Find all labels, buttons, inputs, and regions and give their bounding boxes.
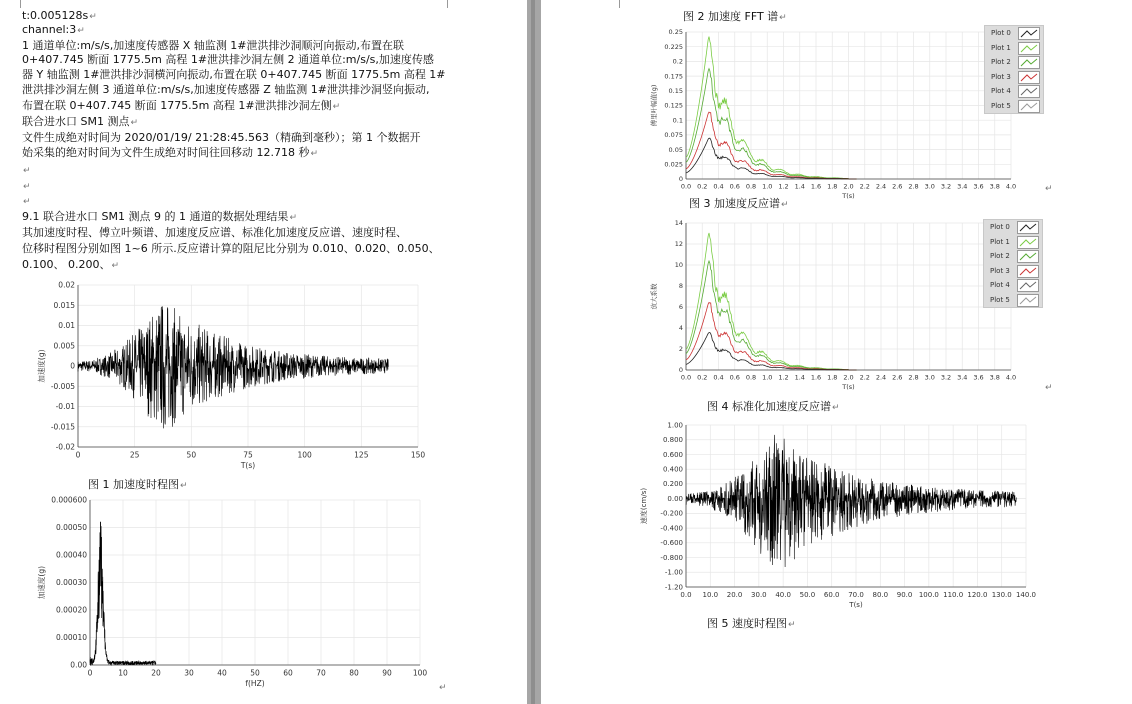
margin-corner-mark bbox=[447, 0, 456, 8]
x-axis-label: f(HZ) bbox=[245, 679, 265, 688]
x-tick-label: 4.0 bbox=[1005, 373, 1017, 382]
y-tick-label: 14 bbox=[674, 219, 683, 228]
x-tick-label: 3.0 bbox=[924, 373, 935, 382]
legend-label: Plot 2 bbox=[991, 58, 1011, 66]
y-tick-label: 0.00010 bbox=[55, 633, 87, 642]
figure-caption[interactable]: 图 4 标准化加速度反应谱↵ bbox=[707, 400, 840, 413]
y-tick-label: 0.200 bbox=[662, 480, 683, 489]
empty-paragraph[interactable]: ↵ bbox=[23, 166, 31, 176]
x-tick-label: 2.6 bbox=[892, 373, 903, 382]
legend-label: Plot 1 bbox=[991, 43, 1011, 52]
y-tick-label: 0.800 bbox=[662, 436, 683, 445]
x-tick-label: 2.8 bbox=[908, 373, 919, 382]
y-tick-label: 10 bbox=[674, 261, 683, 270]
series-line bbox=[686, 37, 857, 179]
x-axis-label: T(s) bbox=[842, 192, 855, 200]
y-tick-label: 1.00 bbox=[667, 421, 683, 430]
y-tick-label: 0.600 bbox=[662, 450, 683, 459]
paragraph-mark: ↵ bbox=[439, 683, 447, 693]
x-tick-label: 100 bbox=[412, 668, 428, 678]
series-line bbox=[78, 306, 389, 428]
y-tick-label: 0.1 bbox=[672, 116, 683, 125]
x-tick-label: 1.6 bbox=[810, 182, 822, 191]
y-tick-label: 0.125 bbox=[664, 101, 683, 110]
chart-legend bbox=[984, 25, 1044, 114]
x-tick-label: 0 bbox=[75, 450, 81, 460]
x-tick-label: 130.0 bbox=[991, 591, 1012, 599]
x-tick-label: 140.0 bbox=[1015, 591, 1037, 599]
x-tick-label: 0.0 bbox=[680, 591, 692, 599]
legend-swatch bbox=[1018, 71, 1040, 84]
x-tick-label: 0.0 bbox=[680, 182, 692, 191]
document-page-left[interactable] bbox=[0, 0, 527, 704]
figure-caption[interactable]: 图 1 加速度时程图↵ bbox=[88, 478, 188, 491]
legend-item[interactable] bbox=[985, 70, 1043, 85]
legend-item[interactable] bbox=[984, 220, 1042, 235]
x-tick-label: 1.0 bbox=[762, 373, 773, 382]
section-heading[interactable]: 9.1 联合进水口 SM1 测点 9 的 1 通道的数据处理结果↵ bbox=[22, 210, 297, 223]
series-line bbox=[686, 233, 857, 370]
x-tick-label: 40 bbox=[217, 668, 227, 678]
legend-item[interactable] bbox=[984, 264, 1042, 279]
series-line bbox=[686, 261, 857, 370]
empty-paragraph[interactable]: ↵ bbox=[23, 182, 31, 192]
legend-swatch bbox=[1017, 265, 1039, 278]
x-tick-label: 0.6 bbox=[729, 182, 740, 191]
y-tick-label: 0.2 bbox=[672, 57, 683, 66]
x-tick-label: 3.8 bbox=[989, 373, 1000, 382]
empty-paragraph[interactable]: ↵ bbox=[23, 197, 31, 207]
x-tick-label: 1.8 bbox=[827, 182, 838, 191]
y-tick-label: 0.225 bbox=[664, 42, 683, 51]
text-line[interactable]: 位移时程图分别如图 1~6 所示.反应谱计算的阻尼比分别为 0.010、0.020、0.050、 bbox=[22, 242, 440, 255]
legend-swatch bbox=[1018, 42, 1040, 55]
y-tick-label: 0 bbox=[70, 361, 75, 371]
text-line[interactable]: channel:3↵ bbox=[22, 23, 85, 36]
x-tick-label: 150 bbox=[410, 450, 426, 460]
x-tick-label: 10 bbox=[118, 668, 128, 678]
x-tick-label: 70.0 bbox=[848, 591, 864, 599]
figure-caption[interactable]: 图 3 加速度反应谱↵ bbox=[689, 197, 789, 210]
legend-item[interactable] bbox=[985, 99, 1043, 114]
x-tick-label: 30.0 bbox=[751, 591, 767, 599]
page-gutter bbox=[527, 0, 541, 704]
x-tick-label: 4.0 bbox=[1005, 182, 1017, 191]
series-line bbox=[686, 333, 857, 371]
legend-swatch bbox=[1017, 279, 1039, 292]
x-tick-label: 1.0 bbox=[762, 182, 773, 191]
document-page-right[interactable] bbox=[541, 0, 1132, 704]
text-line[interactable]: 其加速度时程、傅立叶频谱、加速度反应谱、标准化加速度反应谱、速度时程、 bbox=[22, 226, 407, 239]
y-axis-label: 速度(cm/s) bbox=[640, 487, 648, 525]
legend-swatch bbox=[1018, 56, 1040, 69]
legend-item[interactable] bbox=[985, 55, 1043, 70]
x-tick-label: 110.0 bbox=[943, 591, 964, 599]
acceleration-time-history-chart bbox=[30, 280, 460, 470]
x-tick-label: 20.0 bbox=[726, 591, 743, 599]
series-line bbox=[686, 69, 857, 179]
x-tick-label: 30 bbox=[184, 668, 194, 678]
y-tick-label: 0.05 bbox=[668, 145, 683, 154]
x-tick-label: 1.6 bbox=[810, 373, 822, 382]
y-tick-label: 0.25 bbox=[668, 28, 683, 37]
x-tick-label: 0.4 bbox=[713, 373, 724, 382]
figure-caption[interactable]: 图 5 速度时程图↵ bbox=[707, 617, 796, 630]
y-tick-label: -0.400 bbox=[660, 524, 683, 533]
y-axis-label: 傅里叶幅值(g) bbox=[650, 84, 658, 127]
legend-label: Plot 5 bbox=[991, 101, 1011, 110]
y-tick-label: -0.800 bbox=[660, 553, 683, 562]
y-tick-label: -0.005 bbox=[50, 381, 75, 391]
y-tick-label: 2 bbox=[678, 345, 683, 354]
x-tick-label: 2.6 bbox=[892, 182, 903, 191]
margin-corner-mark bbox=[12, 0, 21, 8]
y-tick-label: 0.175 bbox=[664, 72, 683, 81]
x-tick-label: 0.2 bbox=[697, 373, 708, 382]
y-tick-label: 0.00030 bbox=[55, 578, 87, 587]
text-line[interactable]: 1 通道单位:m/s/s,加速度传感器 X 轴监测 1#泄洪排沙洞顺河向振动,布置在联 bbox=[22, 39, 405, 52]
legend-swatch bbox=[1017, 236, 1039, 249]
x-tick-label: 20 bbox=[151, 668, 161, 678]
x-tick-label: 100 bbox=[297, 450, 312, 460]
x-axis-label: T(s) bbox=[240, 461, 256, 470]
y-tick-label: 6 bbox=[678, 303, 683, 312]
legend-swatch bbox=[1017, 294, 1039, 307]
x-tick-label: 3.2 bbox=[940, 182, 952, 191]
x-tick-label: 3.0 bbox=[924, 182, 935, 191]
legend-item[interactable] bbox=[985, 84, 1043, 99]
x-tick-label: 1.2 bbox=[778, 373, 789, 382]
x-tick-label: 80.0 bbox=[872, 591, 889, 599]
x-tick-label: 0.2 bbox=[697, 182, 708, 191]
x-tick-label: 3.8 bbox=[989, 182, 1000, 191]
x-tick-label: 2.2 bbox=[859, 373, 870, 382]
legend-item[interactable] bbox=[984, 278, 1042, 293]
legend-label: Plot 2 bbox=[990, 252, 1010, 260]
legend-swatch bbox=[1018, 27, 1040, 40]
figure-caption[interactable]: 图 2 加速度 FFT 谱↵ bbox=[683, 10, 787, 23]
paragraph-mark: ↵ bbox=[1045, 184, 1053, 194]
x-tick-label: 80 bbox=[349, 668, 359, 678]
legend-label: Plot 4 bbox=[990, 281, 1010, 289]
text-line[interactable]: 器 Y 轴监测 1#泄洪排沙洞横河向振动,布置在联 0+407.745 断面 1775.5m 高程 1# bbox=[22, 68, 446, 81]
text-line[interactable]: 0.100、 0.200、↵ bbox=[22, 258, 120, 271]
legend-swatch bbox=[1018, 85, 1040, 98]
y-tick-label: -0.600 bbox=[660, 539, 683, 548]
x-tick-label: 50 bbox=[250, 668, 260, 678]
x-tick-label: 125 bbox=[354, 450, 369, 460]
x-tick-label: 1.2 bbox=[778, 182, 789, 191]
y-tick-label: 0.02 bbox=[58, 280, 75, 290]
y-tick-label: -0.015 bbox=[50, 422, 75, 432]
x-tick-label: 1.8 bbox=[827, 373, 838, 382]
y-tick-label: 0.15 bbox=[668, 86, 683, 95]
y-tick-label: 4 bbox=[678, 324, 683, 333]
x-tick-label: 75 bbox=[243, 450, 253, 460]
x-tick-label: 90.0 bbox=[896, 591, 913, 599]
legend-item[interactable] bbox=[985, 26, 1043, 41]
x-axis-label: T(s) bbox=[842, 383, 855, 391]
x-tick-label: 2.4 bbox=[875, 373, 887, 382]
legend-label: Plot 3 bbox=[990, 266, 1010, 275]
series-line bbox=[686, 138, 857, 179]
legend-item[interactable] bbox=[984, 293, 1042, 308]
y-tick-label: 12 bbox=[674, 240, 683, 249]
x-tick-label: 0 bbox=[87, 668, 93, 678]
x-tick-label: 2.2 bbox=[859, 182, 870, 191]
text-line[interactable]: 始采集的绝对时间为文件生成绝对时间往回移动 12.718 秒↵ bbox=[22, 146, 319, 159]
x-tick-label: 0.6 bbox=[729, 373, 740, 382]
x-tick-label: 70 bbox=[316, 668, 326, 678]
x-tick-label: 1.4 bbox=[794, 373, 805, 382]
y-tick-label: 0.00050 bbox=[55, 523, 87, 532]
y-tick-label: -0.200 bbox=[660, 509, 683, 518]
velocity-time-history-chart bbox=[641, 418, 1041, 613]
y-axis-label: 放大系数 bbox=[650, 283, 658, 310]
text-line[interactable]: 0+407.745 断面 1775.5m 高程 1#泄洪排沙洞左侧 2 通道单位:m/s/s,加速度传感 bbox=[22, 53, 434, 66]
y-tick-label: -0.01 bbox=[55, 402, 75, 411]
x-tick-label: 3.4 bbox=[957, 182, 968, 191]
y-tick-label: 0 bbox=[678, 366, 683, 375]
legend-label: Plot 3 bbox=[991, 72, 1011, 81]
x-tick-label: 0.8 bbox=[745, 373, 757, 382]
y-tick-label: -1.20 bbox=[664, 583, 683, 592]
y-tick-label: -0.02 bbox=[55, 442, 75, 452]
legend-label: Plot 0 bbox=[991, 29, 1011, 37]
legend-item[interactable] bbox=[985, 41, 1043, 56]
text-line[interactable]: t:0.005128s↵ bbox=[22, 9, 97, 22]
legend-swatch bbox=[1018, 100, 1040, 113]
x-tick-label: 10.0 bbox=[702, 591, 719, 599]
fourier-spectrum-chart bbox=[30, 495, 460, 690]
x-tick-label: 2.4 bbox=[875, 182, 887, 191]
y-tick-label: 8 bbox=[678, 282, 683, 291]
x-tick-label: 120.0 bbox=[967, 591, 988, 599]
y-tick-label: 0.00 bbox=[667, 494, 683, 503]
x-tick-label: 3.6 bbox=[973, 373, 984, 382]
y-tick-label: 0.01 bbox=[58, 321, 75, 330]
x-tick-label: 3.6 bbox=[973, 182, 984, 191]
x-tick-label: 0.4 bbox=[713, 182, 724, 191]
x-tick-label: 90 bbox=[382, 668, 392, 678]
text-line[interactable]: 文件生成绝对时间为 2020/01/19/ 21:28:45.563（精确到毫秒）；第 1 个数据开 bbox=[22, 131, 421, 144]
x-tick-label: 60.0 bbox=[823, 591, 840, 599]
text-line[interactable]: 布置在联 0+407.745 断面 1775.5m 高程 1#泄洪排沙洞左侧↵ bbox=[22, 99, 341, 112]
x-tick-label: 50.0 bbox=[799, 591, 816, 599]
x-axis-label: T(s) bbox=[849, 601, 863, 609]
y-tick-label: 0.025 bbox=[664, 160, 683, 169]
x-tick-label: 0.0 bbox=[680, 373, 692, 382]
x-tick-label: 2.0 bbox=[843, 373, 854, 382]
x-tick-label: 40.0 bbox=[775, 591, 791, 599]
legend-swatch bbox=[1017, 221, 1039, 234]
margin-corner-mark bbox=[611, 0, 620, 8]
legend-label: Plot 4 bbox=[991, 87, 1011, 95]
y-axis-label: 加速度(g) bbox=[37, 349, 46, 383]
x-tick-label: 1.4 bbox=[794, 182, 805, 191]
x-tick-label: 25 bbox=[129, 450, 140, 460]
x-tick-label: 100.0 bbox=[918, 591, 939, 599]
y-tick-label: 0.015 bbox=[53, 300, 75, 310]
y-tick-label: 0.000600 bbox=[51, 495, 87, 505]
text-line[interactable]: 泄洪排沙洞左侧 3 通道单位:m/s/s,加速度传感器 Z 轴监测 1#泄洪排沙洞竖向振动, bbox=[22, 83, 430, 96]
chart-legend bbox=[983, 219, 1043, 308]
legend-label: Plot 0 bbox=[990, 223, 1010, 231]
y-tick-label: 0.400 bbox=[662, 465, 683, 474]
x-tick-label: 3.4 bbox=[957, 373, 968, 382]
y-axis-label: 加速度(g) bbox=[37, 565, 46, 600]
legend-label: Plot 1 bbox=[990, 237, 1010, 246]
x-tick-label: 50 bbox=[186, 450, 197, 460]
x-tick-label: 60 bbox=[283, 668, 293, 678]
legend-item[interactable] bbox=[984, 249, 1042, 264]
x-tick-label: 3.2 bbox=[940, 373, 952, 382]
y-tick-label: 0.00 bbox=[70, 660, 87, 670]
paragraph-mark: ↵ bbox=[1045, 383, 1053, 393]
y-tick-label: 0 bbox=[678, 175, 683, 184]
text-line[interactable]: 联合进水口 SM1 测点↵ bbox=[22, 115, 139, 128]
y-tick-label: 0.075 bbox=[664, 131, 683, 140]
x-tick-label: 2.0 bbox=[843, 182, 854, 191]
y-tick-label: 0.00020 bbox=[55, 605, 87, 615]
x-tick-label: 2.8 bbox=[908, 182, 919, 191]
legend-label: Plot 5 bbox=[990, 295, 1010, 304]
y-tick-label: 0.00040 bbox=[55, 550, 87, 560]
legend-swatch bbox=[1017, 250, 1039, 263]
y-tick-label: -1.00 bbox=[664, 568, 683, 577]
x-tick-label: 0.8 bbox=[745, 182, 757, 191]
y-tick-label: 0.005 bbox=[53, 341, 75, 351]
legend-item[interactable] bbox=[984, 235, 1042, 250]
